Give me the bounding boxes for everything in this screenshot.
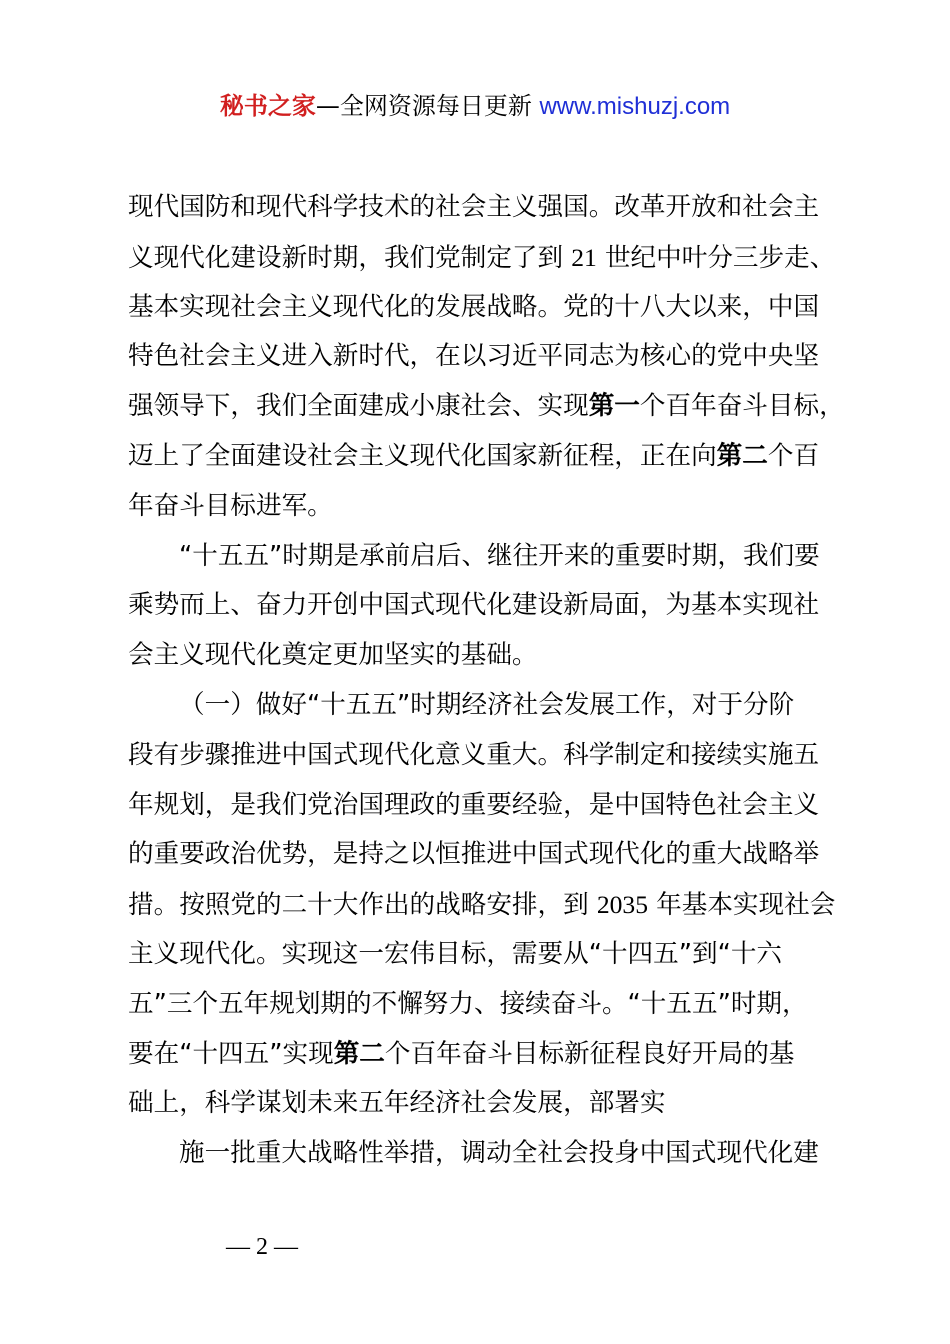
text-line: 义现代化建设新时期，我们党制定了到 21 世纪中叶分三步走、 <box>128 242 836 273</box>
text-line: 基本实现社会主义现代化的发展战略。党的十八大以来，中国 <box>128 291 820 322</box>
text-line: 措。按照党的二十大作出的战略安排，到 2035 年基本实现社会 <box>128 890 836 921</box>
text-line: 的重要政治优势，是持之以恒推进中国式现代化的重大战略举 <box>128 839 820 870</box>
site-url-link[interactable]: www.mishuzj.com <box>539 93 731 120</box>
text-line-indented: （一）做好“十五五”时期经济社会发展工作，对于分阶 <box>179 689 795 720</box>
text-line: 础上，科学谋划未来五年经济社会发展，部署实 <box>128 1088 666 1119</box>
text-line: 段有步骤推进中国式现代化意义重大。科学制定和接续实施五 <box>128 739 820 770</box>
text-line: 现代国防和现代科学技术的社会主义强国。改革开放和社会主 <box>128 192 820 222</box>
text-line: 会主义现代化奠定更加坚实的基础。 <box>128 640 538 671</box>
text-line: 年奋斗目标进军。 <box>128 490 333 521</box>
text-line: 要在“十四五”实现第二个百年奋斗目标新征程良好开局的基 <box>128 1038 795 1069</box>
site-brand: 秘书之家 <box>219 92 316 120</box>
text-line: 年规划，是我们党治国理政的重要经验，是中国特色社会主义 <box>128 789 820 820</box>
text-line: 强领导下，我们全面建成小康社会、实现第一个百年奋斗目标， <box>128 391 845 422</box>
site-tagline: —全网资源每日更新 <box>315 92 540 120</box>
text-line: 迈上了全面建设社会主义现代化国家新征程，正在向第二个百 <box>128 440 820 471</box>
document-body <box>128 183 845 1179</box>
text-line-indented: 施一批重大战略性举措，调动全社会投身中国式现代化建 <box>179 1138 819 1169</box>
site-header <box>0 88 950 125</box>
page-number: — 2 — <box>226 1234 298 1260</box>
text-line: 主义现代化。实现这一宏伟目标，需要从“十四五”到“十六 <box>128 938 783 969</box>
text-line-indented: “十五五”时期是承前启后、继往开来的重要时期，我们要 <box>179 540 820 571</box>
text-line: 特色社会主义进入新时代，在以习近平同志为核心的党中央坚 <box>128 341 820 372</box>
text-line: 乘势而上、奋力开创中国式现代化建设新局面，为基本实现社 <box>128 590 820 621</box>
text-line: 五”三个五年规划期的不懈努力、接续奋斗。“十五五”时期， <box>128 988 808 1019</box>
